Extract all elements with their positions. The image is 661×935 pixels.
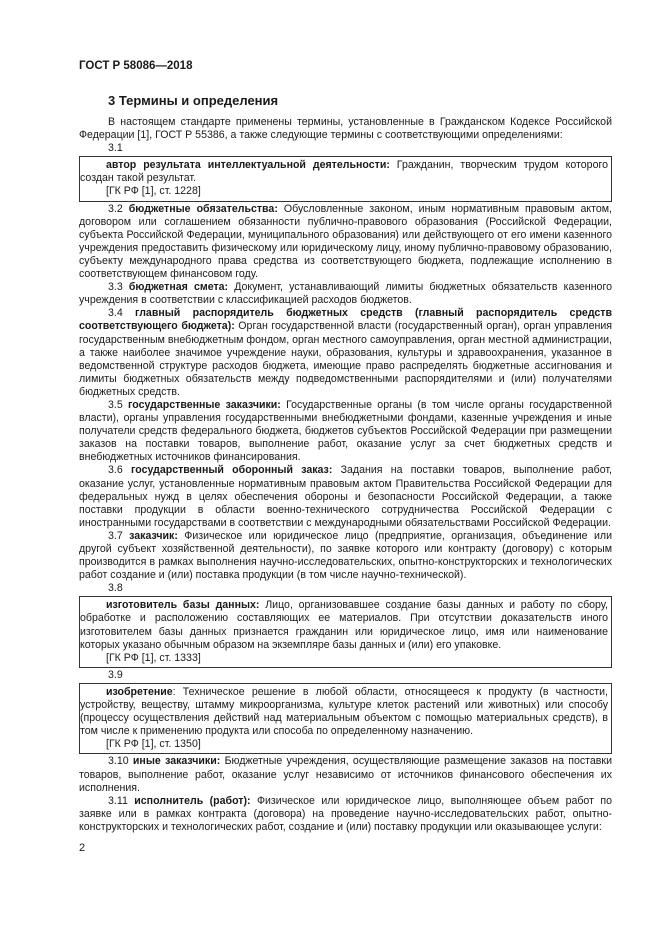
term-definition xyxy=(79,755,612,794)
term-definition xyxy=(79,464,612,529)
term-text: Государственные органы (в том числе органы государственной власти), органы управления государственными внебюджетными фондами, казенные учреждения и иные получатели средств федерального бюджета, бюджетов субъектов Российской Федерации при размещении заказов на поставки товаров, выполнение работ, оказание услуг за счет бюджетных средств и внебюджетных источников финансирования. xyxy=(79,398,612,464)
term-name: изобретение xyxy=(106,685,173,698)
term-reference: [ГК РФ [1], ст. 1350] xyxy=(106,738,201,751)
term-text: Задания на поставки товаров, выполнение работ, оказание услуг, установленные нормативным правовым актом Правительства Российской Федерации для федеральных нужд в целях обеспечения обороны и безопасности Российской Федерации, а также поставки продукции в области военно-технического сотрудничества Российской Федерации с иностранными государствами в соответствии с международными обязательствами Российской Федерации. xyxy=(79,464,612,529)
document-header: ГОСТ Р 58086—2018 xyxy=(79,60,193,72)
term-text: Документ, устанавливающий лимиты бюджетных обязательств казенного учреждения в соответствии с классификацией расходов бюджетов. xyxy=(79,281,612,307)
term-text: Лицо, организовавшее создание базы данных и работу по сбору, обработке и расположению составляющих ее материалов. При отсутствии доказательств иного изготовителем базы данных признается гражданин или юридическое лицо, имя или наименование которых указано обычным образом на экземпляре базы данных и (или) его упаковке. xyxy=(80,599,608,651)
term-box xyxy=(79,596,612,667)
term-number: 3.11 xyxy=(108,794,128,807)
term-definition xyxy=(80,159,608,185)
term-name: бюджетные обязательства: xyxy=(128,202,278,215)
term-name: заказчик: xyxy=(129,529,178,542)
term-box xyxy=(79,683,612,754)
document-body xyxy=(79,116,612,834)
term-definition xyxy=(79,795,612,834)
term-definition xyxy=(80,686,608,738)
term-definition xyxy=(79,281,612,307)
term-text: Бюджетные учреждения, осуществляющие размещение заказов на поставки товаров, выполнение работ, оказание услуг независимо от источников финансового обеспечения их исполнения. xyxy=(79,755,612,794)
term-number: 3.2 xyxy=(108,202,123,215)
term-number: 3.1 xyxy=(108,142,123,155)
term-name: главный распорядитель бюджетных средств (главный распорядитель средств соответствующего бюджета): xyxy=(79,307,612,333)
term-definition xyxy=(79,307,612,399)
term-number: 3.3 xyxy=(108,281,123,294)
term-name: бюджетная смета: xyxy=(128,281,229,294)
term-number: 3.5 xyxy=(108,398,123,411)
term-text: Физическое или юридическое лицо, выполняющее объем работ по заявке или в рамках контракта (договора) на проведение научно-исследовательских работ, опытно-конструкторских и технологических работ, создание и (или) поставку продукции или оказывающее услуги: xyxy=(79,794,612,833)
term-name: изготовитель базы данных: xyxy=(106,599,260,612)
term-number: 3.7 xyxy=(108,529,123,542)
term-definition xyxy=(79,399,612,464)
term-number: 3.9 xyxy=(108,668,123,681)
term-number: 3.8 xyxy=(108,582,123,595)
term-name: исполнитель (работ): xyxy=(134,794,251,807)
term-number: 3.10 xyxy=(108,755,129,768)
term-text: Гражданин, творческим трудом которого создан такой результат. xyxy=(80,159,608,185)
term-name: иные заказчики: xyxy=(132,755,221,768)
term-name: автор результата интеллектуальной деятельности: xyxy=(106,159,390,172)
page-number: 2 xyxy=(79,842,86,854)
intro-paragraph: В настоящем стандарте применены термины, установленные в Гражданском Кодексе Российской Федерации [1], ГОСТ Р 55386, а также следующие термины с соответствующими определениями: xyxy=(79,116,612,142)
term-definition xyxy=(79,530,612,582)
term-text: : Техническое решение в любой области, относящееся к продукту (в частности, устройству, веществу, штамму микроорганизма, культуре клеток растений или животных) или способу (процессу осуществления действий над материальным объектом с помощью материальных средств), в том числе к применению продукта или способа по определенному назначению. xyxy=(80,685,608,738)
term-reference: [ГК РФ [1], ст. 1228] xyxy=(106,185,201,198)
term-definition xyxy=(79,203,612,282)
term-text: Орган государственной власти (государственный орган), орган управления государственным внебюджетным фондом, орган местного самоуправления, орган местной администрации, а также наиболее значимое учреждение науки, образования, культуры и здравоохранения, указанное в ведомственной структуре расходов бюджета, имеющие право распределять бюджетные ассигнования и лимиты бюджетных обязательств между подведомственными распорядителями и (или) получателями бюджетных средств. xyxy=(79,320,613,398)
term-text: Обусловленные законом, иным нормативным правовым актом, договором или соглашением обязанности публично-правового образования (Российской Федерации, субъекта Российской Федерации, муниципального образования) или действующего от его имени казенного учреждения предоставить физическому или юридическому лицу, иному публично-правовому образованию, субъекту международного права средства из соответствующего бюджета, подлежащие исполнению в соответствующем финансовом году. xyxy=(79,202,612,281)
term-text: Физическое или юридическое лицо (предприятие, организация, объединение или другой субъект хозяйственной деятельности), по заявке которого или контракту (договору) с которым производится в рамках выполнения научно-исследовательских, опытно-конструкторских и технологических работ создание и (или) поставка продукции (в том числе научно-технической). xyxy=(79,529,612,582)
term-number: 3.4 xyxy=(108,307,123,320)
term-reference: [ГК РФ [1], ст. 1333] xyxy=(106,651,201,664)
term-box xyxy=(79,156,612,201)
section-title: 3 Термины и определения xyxy=(108,93,279,108)
term-number: 3.6 xyxy=(108,464,123,477)
term-name: государственные заказчики: xyxy=(128,398,281,411)
term-name: государственный оборонный заказ: xyxy=(131,464,333,477)
term-definition xyxy=(80,599,608,651)
